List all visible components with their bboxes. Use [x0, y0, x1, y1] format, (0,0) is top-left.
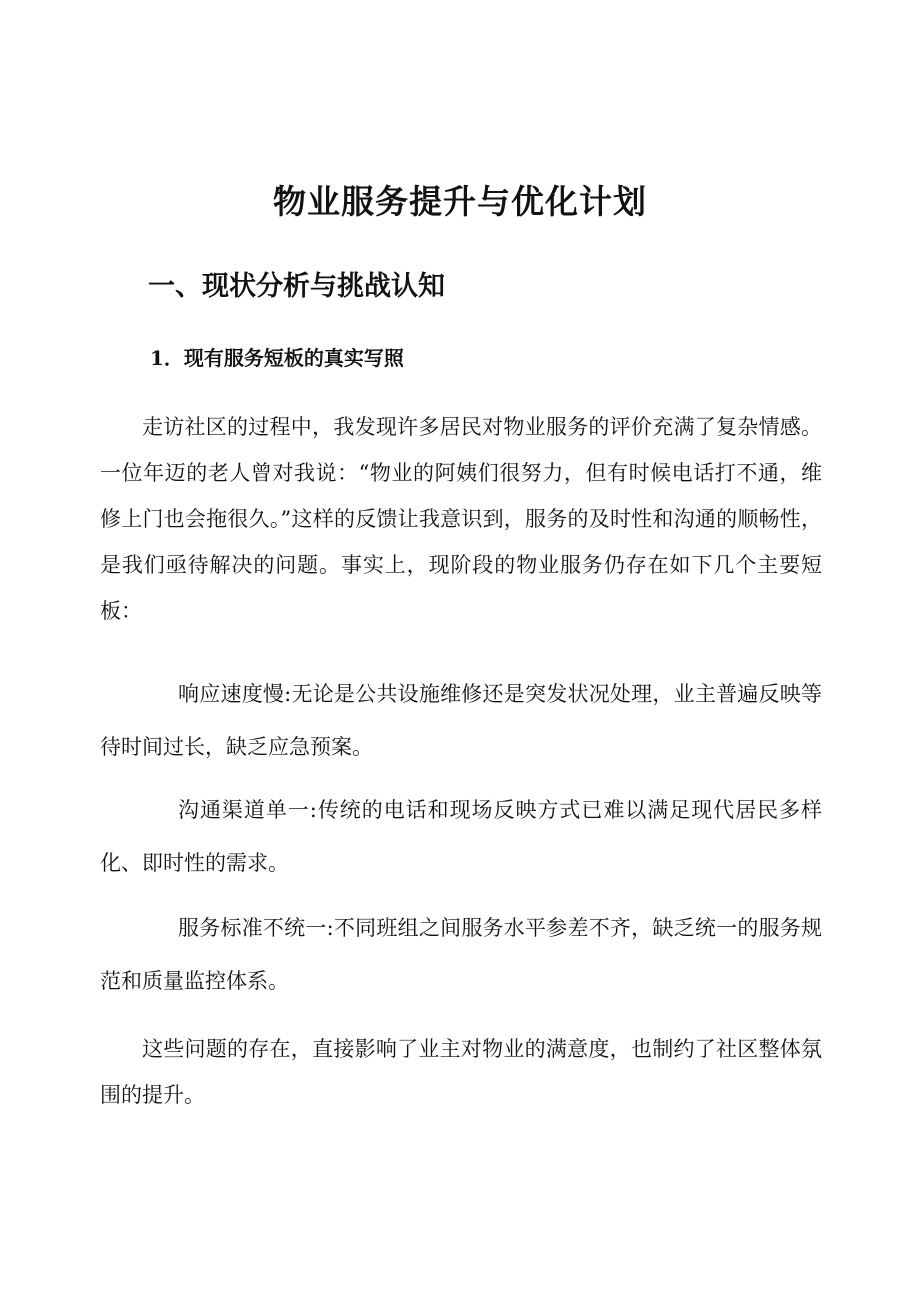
list-item	[100, 902, 822, 1008]
subsection-heading: 1．现有服务短板的真实写照	[150, 346, 404, 370]
conclusion-paragraph: 这些问题的存在，直接影响了业主对物业的满意度，也制约了社区整体氛围的提升。	[100, 1037, 822, 1107]
list-item-term: 响应速度慢:	[178, 682, 292, 706]
list-item	[100, 784, 822, 890]
list-item	[100, 668, 822, 774]
list-item-text: 不同班组之间服务水平参差不齐，缺乏统一的服务规范和质量监控体系。	[100, 916, 823, 993]
list-item-term: 服务标准不统一:	[178, 916, 334, 940]
intro-paragraph: 走访社区的过程中，我发现许多居民对物业服务的评价充满了复杂情感。一位年迈的老人曾对我说：“物业的阿姨们很努力，但有时候电话打不通，维修上门也会拖很久。”这样的反馈让我意识到，服务的及时性和沟通的顺畅性，是我们亟待解决的问题。事实上，现阶段的物业服务仍存在如下几个主要短板：	[100, 415, 822, 623]
list-item-text: 无论是公共设施维修还是突发状况处理，业主普遍反映等待时间过长，缺乏应急预案。	[100, 682, 823, 759]
document-title: 物业服务提升与优化计划	[273, 182, 647, 221]
list-item-text: 传统的电话和现场反映方式已难以满足现代居民多样化、即时性的需求。	[100, 798, 823, 875]
section-heading: 一、现状分析与挑战认知	[148, 271, 445, 302]
list-item-term: 沟通渠道单一:	[178, 798, 317, 822]
